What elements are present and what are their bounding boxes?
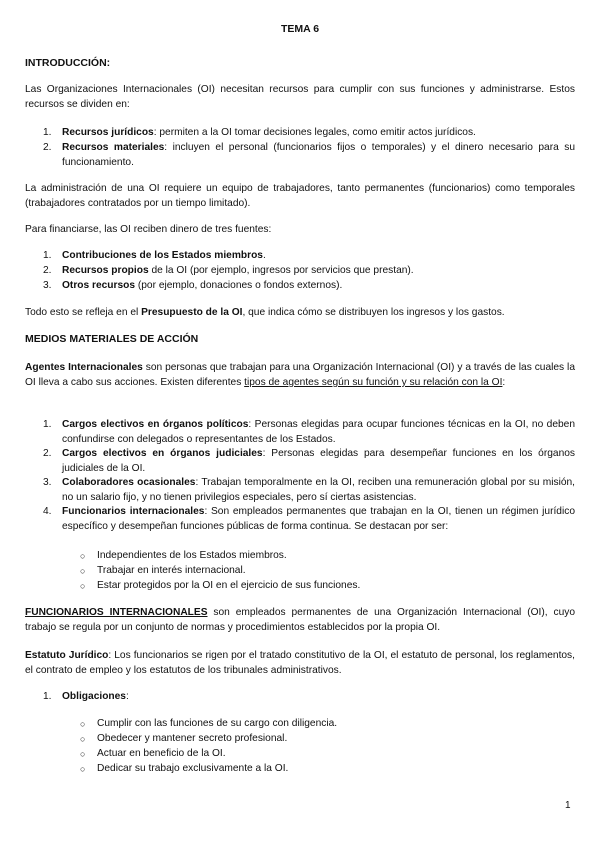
estatuto-term: Estatuto Jurídico bbox=[25, 650, 109, 661]
list-number: 3. bbox=[43, 477, 52, 488]
intro-paragraph-2: La administración de una OI requiere un equipo de trabajadores, tanto permanentes (funcionarios) como temporales (trabajadores contratados por un tiempo limitado). bbox=[25, 183, 575, 209]
list-number: 1. bbox=[43, 250, 52, 261]
list-number: 3. bbox=[43, 280, 52, 291]
bullet-circle-icon: ○ bbox=[80, 719, 86, 729]
list-number: 1. bbox=[43, 419, 52, 430]
estatuto-paragraph bbox=[25, 648, 575, 678]
list-item bbox=[62, 140, 575, 170]
list-item-term: Recursos propios bbox=[62, 265, 149, 276]
list-item-term: Contribuciones de los Estados miembros bbox=[62, 250, 263, 261]
list-number: 4. bbox=[43, 506, 52, 517]
bullet-item: Actuar en beneficio de la OI. bbox=[97, 748, 226, 759]
list-item-term: Cargos electivos en órganos políticos bbox=[62, 419, 249, 430]
intro-heading: INTRODUCCIÓN: bbox=[25, 57, 111, 69]
text-run: son personas que trabajan para una Organización Internacional (OI) y a través de las cuales la OI lleva a cabo sus acciones. Existen diferentes bbox=[25, 362, 575, 388]
list-item bbox=[62, 504, 575, 534]
list-item-text: de la OI (por ejemplo, ingresos por servicios que prestan). bbox=[148, 265, 414, 276]
bullet-item: Estar protegidos por la OI en el ejercicio de sus funciones. bbox=[97, 580, 361, 591]
medios-heading: MEDIOS MATERIALES DE ACCIÓN bbox=[25, 333, 199, 345]
list-item bbox=[62, 689, 575, 704]
list-item-text: (por ejemplo, donaciones o fondos externos). bbox=[135, 280, 343, 291]
list-number: 1. bbox=[43, 691, 52, 702]
list-item bbox=[62, 125, 575, 140]
list-item-term: Recursos materiales bbox=[62, 142, 165, 153]
bullet-item: Dedicar su trabajo exclusivamente a la OI. bbox=[97, 763, 289, 774]
bullet-circle-icon: ○ bbox=[80, 566, 86, 576]
list-item-text: . bbox=[262, 250, 266, 261]
list-item bbox=[62, 278, 575, 293]
bullet-circle-icon: ○ bbox=[80, 749, 86, 759]
bullet-circle-icon: ○ bbox=[80, 551, 86, 561]
underlined-text: tipos de agentes según su función y su relación con la OI bbox=[244, 377, 503, 388]
list-item-term: Obligaciones bbox=[62, 691, 126, 702]
funcionarios-heading: FUNCIONARIOS INTERNACIONALES bbox=[25, 607, 208, 618]
list-item-text: : incluyen el personal (funcionarios fijos o temporales) y el dinero necesario para su funcionamiento. bbox=[62, 142, 575, 168]
page-title: TEMA 6 bbox=[280, 23, 320, 35]
bullet-item: Obedecer y mantener secreto profesional. bbox=[97, 733, 288, 744]
page-number: 1 bbox=[565, 800, 571, 811]
list-item bbox=[62, 248, 575, 263]
list-number: 1. bbox=[43, 127, 52, 138]
list-number: 2. bbox=[43, 448, 52, 459]
bullet-item: Trabajar en interés internacional. bbox=[97, 565, 246, 576]
bullet-circle-icon: ○ bbox=[80, 734, 86, 744]
list-item-text: : Personas elegidas para ocupar funciones técnicas en la OI, no deben confundirse con delegados o representantes de los Estados. bbox=[62, 419, 575, 445]
list-item bbox=[62, 446, 575, 476]
list-item-term: Funcionarios internacionales bbox=[62, 506, 205, 517]
text-run: : bbox=[502, 377, 506, 388]
agentes-paragraph bbox=[25, 360, 575, 390]
list-item bbox=[62, 475, 575, 505]
list-item-text: : permiten a la OI tomar decisiones legales, como emitir actos jurídicos. bbox=[153, 127, 476, 138]
text-run: Todo esto se refleja en el bbox=[25, 307, 142, 318]
text-run: : Los funcionarios se rigen por el tratado constitutivo de la OI, el estatuto de personal, los reglamentos, el contrato de empleo y los estatutos de los tribunales administrativos. bbox=[25, 650, 575, 676]
list-number: 2. bbox=[43, 142, 52, 153]
list-item-term: Colaboradores ocasionales bbox=[62, 477, 196, 488]
list-item-text: : Personas elegidas para desempeñar funciones en los órganos judiciales de la OI. bbox=[62, 448, 575, 474]
funcionarios-paragraph bbox=[25, 605, 575, 635]
list-item-text: : bbox=[125, 691, 129, 702]
bullet-circle-icon: ○ bbox=[80, 764, 86, 774]
list-item-term: Otros recursos bbox=[62, 280, 136, 291]
text-run: , que indica cómo se distribuyen los ingresos y los gastos. bbox=[242, 307, 505, 318]
bullet-item: Cumplir con las funciones de su cargo con diligencia. bbox=[97, 718, 338, 729]
list-item-text: : Son empleados permanentes que trabajan en la OI, tienen un régimen jurídico específico y desempeñan funciones públicas de forma continua. Se destacan por ser: bbox=[62, 506, 575, 532]
list-item bbox=[62, 417, 575, 447]
agentes-term: Agentes Internacionales bbox=[25, 362, 143, 373]
list-item-text: : Trabajan temporalmente en la OI, reciben una remuneración global por su misión, no un salario fijo, y no tienen privilegios especiales, pero sí ciertas asistencias. bbox=[62, 477, 575, 503]
bullet-circle-icon: ○ bbox=[80, 581, 86, 591]
list-item bbox=[62, 263, 575, 278]
presupuesto-term: Presupuesto de la OI bbox=[141, 307, 243, 318]
list-item-term: Cargos electivos en órganos judiciales bbox=[62, 448, 263, 459]
intro-paragraph-1: Las Organizaciones Internacionales (OI) necesitan recursos para cumplir con sus funciones y administrarse. Estos recursos se dividen en: bbox=[25, 84, 575, 110]
bullet-item: Independientes de los Estados miembros. bbox=[97, 550, 287, 561]
list-number: 2. bbox=[43, 265, 52, 276]
text-run: son empleados permanentes de una Organización Internacional (OI), cuyo trabajo se regula por un conjunto de normas y procedimientos establecidos por la propia OI. bbox=[25, 607, 575, 633]
intro-paragraph-3: Para financiarse, las OI reciben dinero de tres fuentes: bbox=[25, 224, 272, 235]
list-item-term: Recursos jurídicos bbox=[62, 127, 154, 138]
intro-paragraph-4 bbox=[25, 305, 575, 320]
